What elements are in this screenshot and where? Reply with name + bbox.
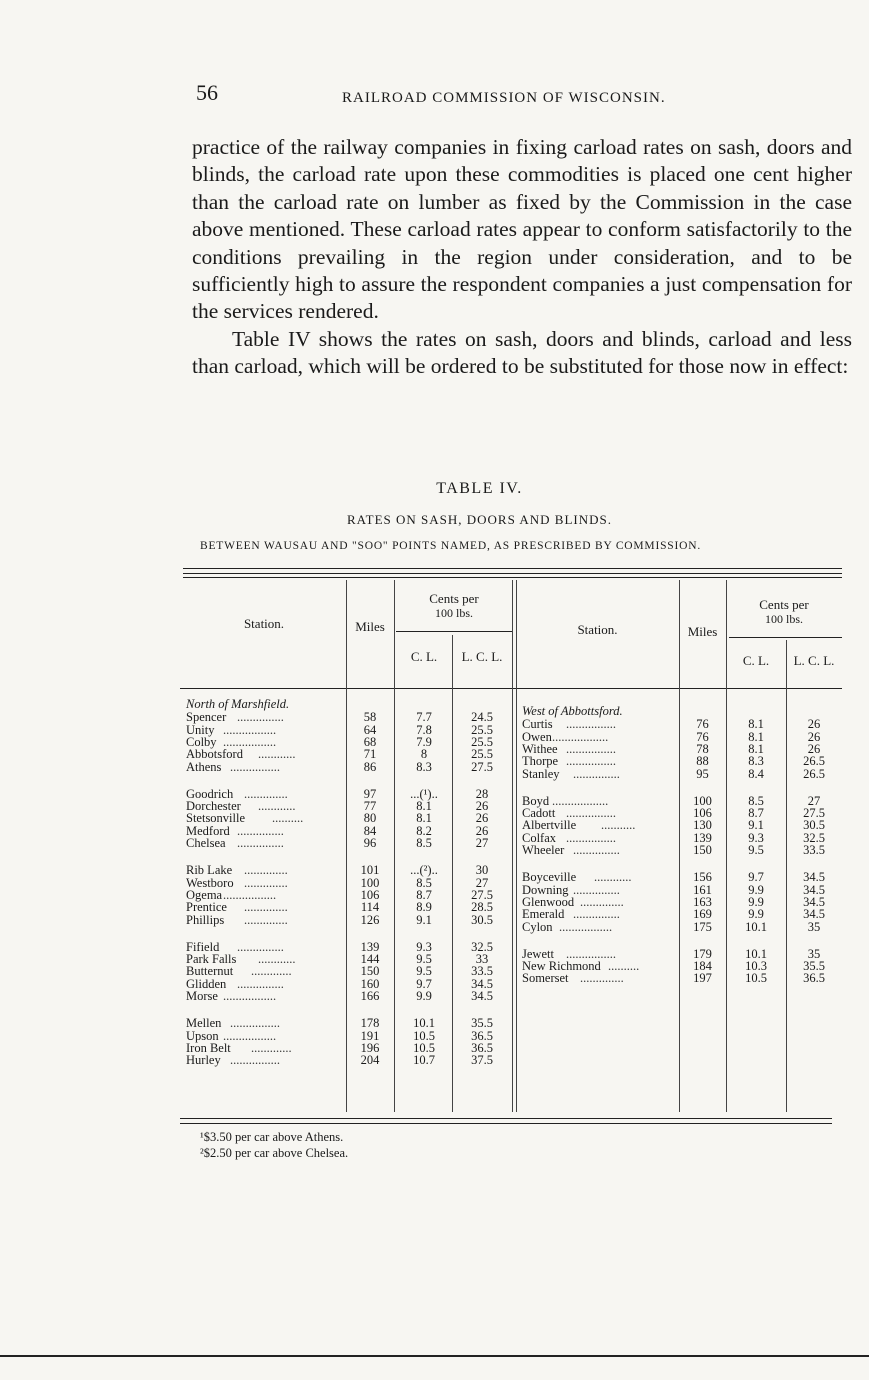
leader-dots: .................. <box>552 793 609 808</box>
cl-rate: 8.5 <box>416 875 432 890</box>
leader-dots: ................ <box>566 754 616 769</box>
station-name: Thorpe <box>522 754 559 769</box>
column-divider <box>394 580 395 1112</box>
running-head: RAILROAD COMMISSION OF WISCONSIN. <box>342 90 666 106</box>
header-miles-right: Miles <box>687 624 718 639</box>
lcl-rate: 34.5 <box>803 907 825 922</box>
lcl-rate: 34.5 <box>803 882 825 897</box>
cl-rate: 7.7 <box>416 710 432 725</box>
table-subtitle: RATES ON SASH, DOORS AND BLINDS. <box>347 512 612 527</box>
leader-dots: ................. <box>223 887 277 902</box>
cl-rate: 9.9 <box>416 989 432 1003</box>
cl-rate: 8.3 <box>748 754 764 769</box>
lcl-rate: 27 <box>475 875 489 890</box>
miles-value: 78 <box>696 741 709 756</box>
lcl-rate: 33.5 <box>803 843 825 857</box>
cl-rate: ...(²).. <box>410 863 438 878</box>
lcl-rate: 34.5 <box>803 894 825 909</box>
leader-dots: ............... <box>573 766 620 781</box>
station-name: Ogema <box>186 887 223 902</box>
lcl-rate: 25.5 <box>471 734 493 749</box>
header-bottom-rule <box>180 688 842 689</box>
lcl-rate: 26 <box>807 729 821 744</box>
station-name: Cylon <box>522 919 553 934</box>
leader-dots: ................. <box>223 989 277 1003</box>
miles-value: 178 <box>360 1016 380 1031</box>
cl-rate: 8.1 <box>416 811 432 826</box>
leader-dots: ............. <box>251 1040 292 1055</box>
station-name: Athens <box>186 759 222 774</box>
leader-dots: ............... <box>237 823 284 838</box>
cl-rate: 9.1 <box>416 912 432 927</box>
cl-rate: 9.7 <box>416 976 432 991</box>
miles-value: 106 <box>693 806 712 821</box>
leader-dots: ................ <box>566 717 616 732</box>
leader-dots: ................. <box>223 722 277 737</box>
lcl-rate: 26.5 <box>803 754 825 769</box>
leader-dots: .............. <box>244 863 288 878</box>
lcl-rate: 35.5 <box>471 1016 493 1031</box>
cl-rate: 9.5 <box>416 964 432 979</box>
header-station-left: Station. <box>243 616 285 631</box>
lcl-rate: 27.5 <box>803 806 825 821</box>
table-bottom-rule <box>180 1123 832 1124</box>
table-top-rule <box>183 573 842 574</box>
leader-dots: ................ <box>230 759 280 774</box>
miles-value: 156 <box>693 870 712 885</box>
station-name: Withee <box>522 741 558 756</box>
leader-dots: .............. <box>580 971 624 986</box>
miles-value: 58 <box>363 710 377 725</box>
station-name: Westboro <box>186 875 234 890</box>
lcl-rate: 33.5 <box>471 964 493 979</box>
lcl-rate: 26 <box>807 741 821 756</box>
cl-rate: 9.3 <box>748 830 764 845</box>
miles-value: 161 <box>693 882 712 897</box>
lcl-rate: 34.5 <box>471 976 493 991</box>
lcl-rate: 27 <box>807 793 821 808</box>
leader-dots: .......... <box>272 811 304 826</box>
station-name: Colfax <box>522 830 557 845</box>
miles-value: 100 <box>360 875 380 890</box>
footnote-1: ¹$3.50 per car above Athens. <box>200 1130 344 1144</box>
cl-rate: 9.9 <box>748 907 764 922</box>
miles-value: 166 <box>360 989 380 1003</box>
station-name: Fifield <box>186 939 220 954</box>
station-name: Stetsonville <box>186 811 246 826</box>
cl-rate: 7.9 <box>416 734 432 749</box>
leader-dots: ............... <box>237 710 284 725</box>
table-top-rule <box>183 568 842 569</box>
cl-rate: 9.3 <box>416 939 432 954</box>
header-miles-left: Miles <box>355 619 385 634</box>
miles-value: 163 <box>693 894 712 909</box>
cl-rate: 8.1 <box>748 741 764 756</box>
header-cents-right: Cents per <box>759 597 809 612</box>
lcl-rate: 26 <box>807 717 821 732</box>
leader-dots: ................ <box>566 741 616 756</box>
cl-rate: 9.9 <box>748 894 764 909</box>
leader-dots: ................. <box>559 919 613 934</box>
leader-dots: ............ <box>258 799 296 814</box>
region-label: West of Abbottsford. <box>522 704 623 718</box>
station-name: Spencer <box>186 710 227 725</box>
station-name: Butternut <box>186 964 234 979</box>
column-divider <box>516 580 517 1112</box>
cl-rate: 10.5 <box>413 1028 435 1043</box>
cl-rate: 9.1 <box>748 818 764 833</box>
paragraph-1: practice of the railway companies in fixing carload rates on sash, doors and blinds, the carload rate upon these commodities is placed one cent higher than the carload rate on lumber as fixed by the Commission in the case above mentioned. These carload rates appear to conform satisfactorily to the conditions prevailing in the region under consideration, and to be sufficiently high to assure the respondent companies a just compensation for the services rendered. <box>192 135 852 324</box>
leader-dots: .............. <box>580 894 624 909</box>
leader-dots: ............... <box>573 907 620 922</box>
miles-value: 191 <box>360 1028 380 1043</box>
cl-rate: 10.5 <box>745 971 767 986</box>
leader-dots: .......... <box>608 959 640 974</box>
lcl-rate: 34.5 <box>803 870 825 885</box>
lcl-rate: 27 <box>475 836 489 850</box>
cl-rate: 8.5 <box>416 836 432 850</box>
leader-dots: ........... <box>601 818 636 833</box>
station-name: Owen <box>522 729 552 744</box>
cl-rate: 8.3 <box>416 759 432 774</box>
miles-value: 196 <box>360 1040 380 1055</box>
miles-value: 96 <box>363 836 377 850</box>
lcl-rate: 32.5 <box>803 830 825 845</box>
cl-rate: 8.1 <box>748 717 764 732</box>
header-lcl-right: L. C. L. <box>793 653 835 668</box>
header-cents-left: Cents per <box>429 591 479 606</box>
miles-value: 114 <box>360 900 380 915</box>
miles-value: 126 <box>360 912 380 927</box>
miles-value: 139 <box>360 939 380 954</box>
lcl-rate: 37.5 <box>471 1053 493 1068</box>
leader-dots: ............... <box>237 836 284 850</box>
header-per100-right: 100 lbs. <box>764 612 803 626</box>
cl-rate: 8.2 <box>416 823 432 838</box>
leader-dots: .................. <box>552 729 609 744</box>
table-top-rule <box>183 577 842 578</box>
miles-value: 150 <box>360 964 380 979</box>
miles-value: 160 <box>360 976 380 991</box>
lcl-rate: 26 <box>475 799 489 814</box>
leader-dots: ................ <box>230 1016 280 1031</box>
miles-value: 100 <box>693 793 712 808</box>
miles-value: 76 <box>696 729 709 744</box>
lcl-rate: 35 <box>807 919 821 934</box>
station-name: Goodrich <box>186 786 234 801</box>
miles-value: 64 <box>363 722 377 737</box>
cl-rate: 8.4 <box>748 766 764 781</box>
table-bottom-rule <box>180 1118 832 1119</box>
miles-value: 204 <box>360 1053 380 1068</box>
miles-value: 101 <box>360 863 380 878</box>
miles-value: 144 <box>360 952 380 967</box>
miles-value: 150 <box>693 843 712 857</box>
miles-value: 84 <box>363 823 377 838</box>
cents-split-rule-left <box>396 631 512 632</box>
leader-dots: ............... <box>237 976 284 991</box>
station-name: Somerset <box>522 971 569 986</box>
station-name: Boyd <box>522 793 550 808</box>
header-per100-left: 100 lbs. <box>434 606 473 620</box>
body-text <box>192 134 852 381</box>
leader-dots: ................ <box>566 806 616 821</box>
cl-rate: 8.5 <box>748 793 764 808</box>
table-title: TABLE IV. <box>436 480 523 497</box>
cl-rate: ...(¹).. <box>410 786 438 801</box>
leader-dots: ............... <box>573 882 620 897</box>
lcl-rate: 27.5 <box>471 887 493 902</box>
miles-value: 80 <box>363 811 377 826</box>
cl-rate: 8.7 <box>748 806 764 821</box>
station-name: Emerald <box>522 907 565 922</box>
lcl-rate: 34.5 <box>471 989 493 1003</box>
cl-rate: 10.1 <box>745 919 767 934</box>
header-station-right: Station. <box>577 622 618 637</box>
lcl-rate: 24.5 <box>471 710 493 725</box>
miles-value: 76 <box>696 717 709 732</box>
header-cl-left: C. L. <box>410 649 438 664</box>
station-name: Stanley <box>522 766 560 781</box>
leader-dots: .............. <box>244 900 288 915</box>
miles-value: 130 <box>693 818 712 833</box>
station-name: Cadott <box>522 806 556 821</box>
page-bottom-rule <box>0 1355 869 1357</box>
column-divider <box>512 580 513 1112</box>
station-name: Abbotsford <box>186 747 243 762</box>
cl-rate: 8.1 <box>748 729 764 744</box>
station-name: Dorchester <box>186 799 241 814</box>
station-name: Mellen <box>186 1016 222 1031</box>
leader-dots: .............. <box>244 912 288 927</box>
miles-value: 184 <box>693 959 712 974</box>
cl-rate: 7.8 <box>416 722 432 737</box>
miles-value: 197 <box>693 971 712 986</box>
station-name: Albertville <box>522 818 577 833</box>
lcl-rate: 35.5 <box>803 959 825 974</box>
miles-value: 68 <box>363 734 377 749</box>
station-name: Hurley <box>186 1053 221 1068</box>
cents-split-rule-right <box>729 637 842 638</box>
cl-rate: 9.5 <box>416 952 432 967</box>
station-name: Unity <box>186 722 215 737</box>
cl-rate: 10.1 <box>745 946 767 961</box>
lcl-rate: 25.5 <box>471 722 493 737</box>
leader-dots: ............ <box>258 747 296 762</box>
header-cl-right: C. L. <box>742 653 770 668</box>
leader-dots: .............. <box>244 875 288 890</box>
leader-dots: ............ <box>258 952 296 967</box>
lcl-rate: 30 <box>475 863 489 878</box>
lcl-rate: 26 <box>475 823 489 838</box>
miles-value: 106 <box>360 887 380 902</box>
page-number: 56 <box>196 80 218 105</box>
station-name: Glenwood <box>522 894 575 909</box>
station-name: Glidden <box>186 976 227 991</box>
station-name: New Richmond <box>522 959 601 974</box>
station-name: Prentice <box>186 900 227 915</box>
station-name: Wheeler <box>522 843 565 857</box>
leader-dots: ................ <box>566 830 616 845</box>
lcl-rate: 26 <box>475 811 489 826</box>
station-name: Downing <box>522 882 569 897</box>
lcl-rate: 36.5 <box>471 1028 493 1043</box>
footnote-2: ²$2.50 per car above Chelsea. <box>200 1146 349 1160</box>
paragraph-2: Table IV shows the rates on sash, doors and blinds, carload and less than carload, which will be ordered to be substituted for those now in effect: <box>192 326 852 379</box>
cl-rate: 10.7 <box>413 1053 435 1068</box>
miles-value: 95 <box>696 766 709 781</box>
lcl-rate: 33 <box>475 952 489 967</box>
cl-rate: 8 <box>420 747 428 762</box>
leader-dots: ............... <box>573 843 620 857</box>
station-name: Upson <box>186 1028 219 1043</box>
lcl-rate: 28.5 <box>471 900 493 915</box>
cl-rate: 10.5 <box>413 1040 435 1055</box>
miles-value: 169 <box>693 907 712 922</box>
leader-dots: ............ <box>594 870 632 885</box>
lcl-rate: 30.5 <box>803 818 825 833</box>
miles-value: 71 <box>363 747 377 762</box>
station-name: Boyceville <box>522 870 577 885</box>
leader-dots: ................ <box>566 946 616 961</box>
leader-dots: ................. <box>223 734 277 749</box>
table-caption: BETWEEN WAUSAU AND "SOO" POINTS NAMED, AS PRESCRIBED BY COMMISSION. <box>200 540 701 552</box>
lcl-rate: 30.5 <box>471 912 493 927</box>
miles-value: 77 <box>363 799 377 814</box>
station-name: Chelsea <box>186 836 226 850</box>
station-name: Morse <box>186 989 218 1003</box>
lcl-rate: 28 <box>475 786 489 801</box>
lcl-rate: 35 <box>807 946 821 961</box>
lcl-rate: 32.5 <box>471 939 493 954</box>
station-name: Colby <box>186 734 217 749</box>
cl-rate: 9.5 <box>748 843 764 857</box>
lcl-rate: 36.5 <box>803 971 825 986</box>
cl-rate: 8.9 <box>416 900 432 915</box>
cl-rate: 8.1 <box>416 799 432 814</box>
station-name: Rib Lake <box>186 863 233 878</box>
leader-dots: ............. <box>251 964 292 979</box>
leader-dots: ................ <box>230 1053 280 1068</box>
cl-rate: 10.1 <box>413 1016 435 1031</box>
miles-value: 86 <box>363 759 377 774</box>
cl-rate: 9.7 <box>748 870 764 885</box>
station-name: Medford <box>186 823 230 838</box>
leader-dots: ................. <box>223 1028 277 1043</box>
cl-rate: 9.9 <box>748 882 764 897</box>
cl-rate: 10.3 <box>745 959 767 974</box>
station-name: Curtis <box>522 717 553 732</box>
miles-value: 175 <box>693 919 712 934</box>
cl-rate: 8.7 <box>416 887 432 902</box>
miles-value: 88 <box>696 754 709 769</box>
station-name: Iron Belt <box>186 1040 231 1055</box>
lcl-rate: 26.5 <box>803 766 825 781</box>
station-name: Jewett <box>522 946 554 961</box>
station-name: Phillips <box>186 912 225 927</box>
lcl-rate: 25.5 <box>471 747 493 762</box>
leader-dots: ............... <box>237 939 284 954</box>
leader-dots: .............. <box>244 786 288 801</box>
header-lcl-left: L. C. L. <box>461 649 503 664</box>
lcl-rate: 36.5 <box>471 1040 493 1055</box>
region-label: North of Marshfield. <box>186 697 290 711</box>
miles-value: 179 <box>693 946 712 961</box>
station-name: Park Falls <box>186 952 237 967</box>
lcl-rate: 27.5 <box>471 759 493 774</box>
miles-value: 139 <box>693 830 712 845</box>
miles-value: 97 <box>363 786 377 801</box>
